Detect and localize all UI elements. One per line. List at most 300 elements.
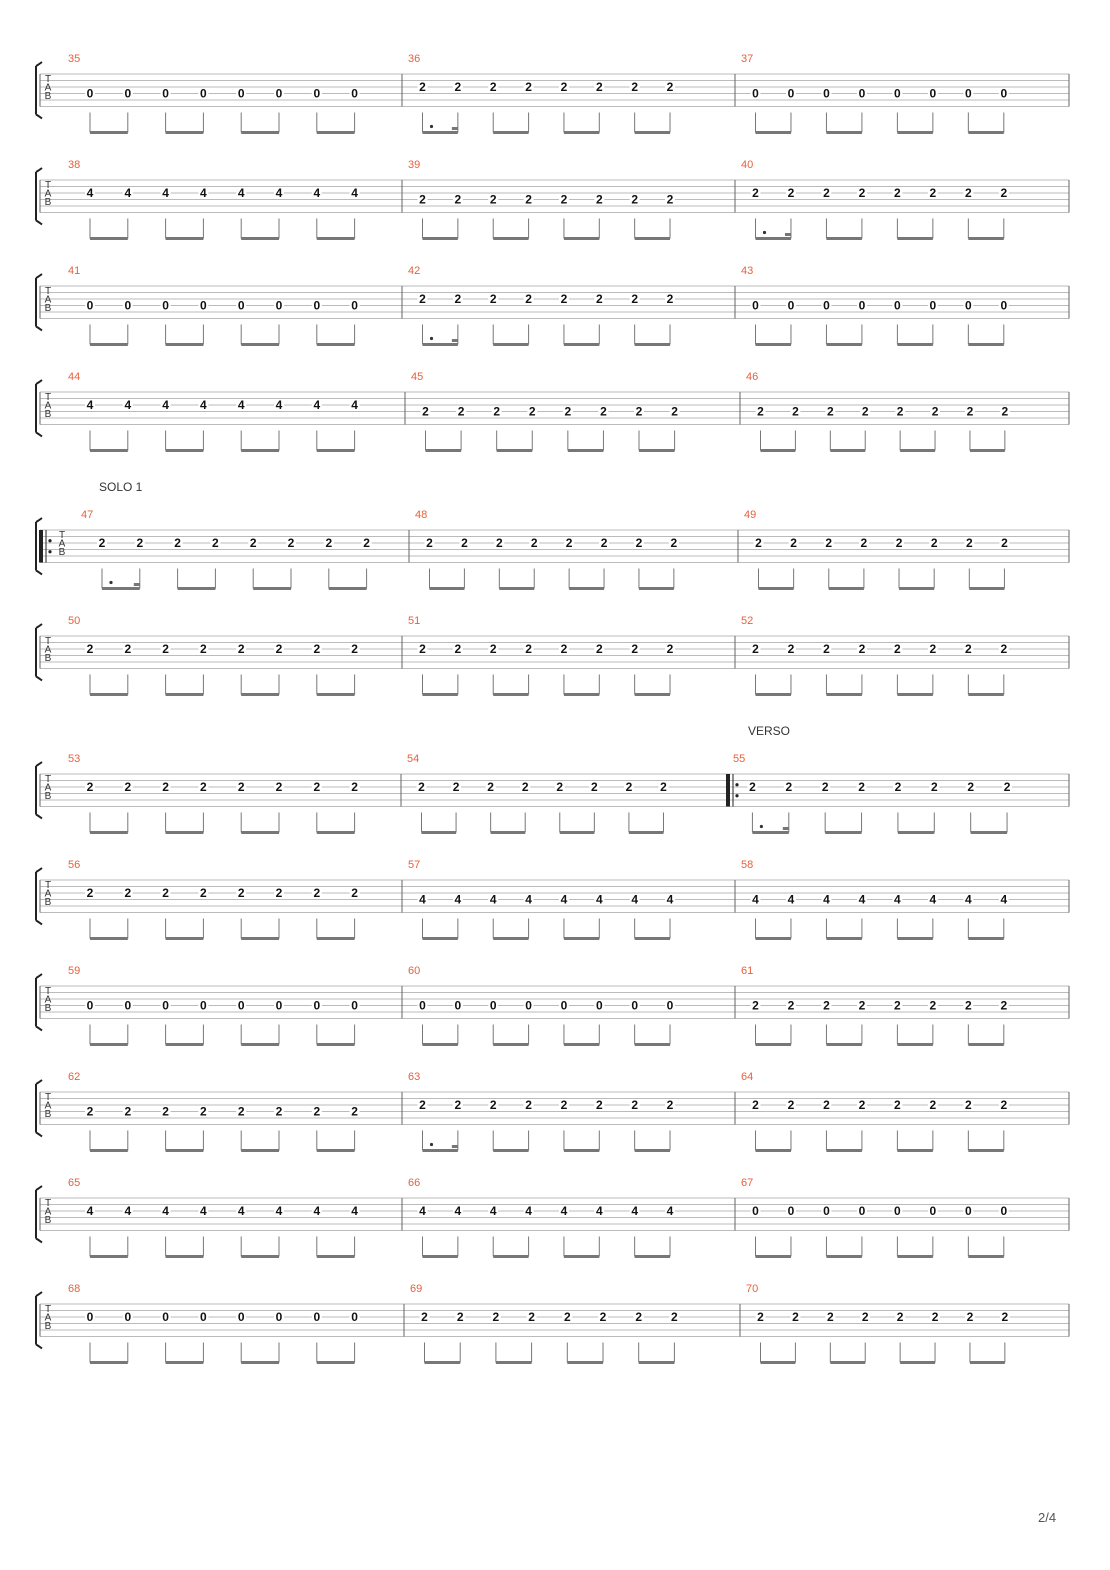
fret-number: 0 [929,86,937,101]
fret-number: 2 [456,1310,464,1324]
fret-number: 0 [237,998,245,1013]
measure-number: 60 [408,965,421,977]
fret-number: 2 [666,1098,674,1112]
rhythm-dot [430,337,433,340]
fret-number: 2 [313,886,321,900]
fret-number: 2 [457,404,465,419]
fret-number: 0 [313,86,321,101]
tab-clef-letter: T [44,1198,52,1209]
tab-clef-letter: A [44,644,52,656]
fret-number: 2 [556,780,564,794]
fret-number: 2 [419,1098,426,1112]
fret-number: 2 [787,998,795,1013]
fret-number: 2 [792,404,799,419]
fret-number: 4 [237,398,245,412]
fret-number: 4 [631,892,639,907]
fret-number: 2 [162,780,169,794]
tab-clef-letter: T [44,1092,52,1103]
fret-number: 0 [86,86,94,101]
fret-number: 2 [493,404,501,419]
fret-number: 4 [313,398,321,412]
fret-number: 0 [351,298,358,313]
fret-number: 2 [823,186,830,200]
fret-number: 2 [894,1098,901,1112]
fret-number: 2 [1000,186,1008,200]
fret-number: 0 [858,86,866,101]
fret-number: 2 [595,642,603,656]
fret-number: 2 [823,1098,830,1112]
fret-number: 2 [823,998,830,1013]
fret-number: 2 [894,780,902,794]
fret-number: 2 [858,642,866,656]
fret-number: 4 [929,892,937,907]
fret-number: 2 [964,642,972,656]
measure-number: 55 [733,753,746,765]
measure-number: 51 [408,615,421,627]
section-label: SOLO 1 [99,480,143,494]
fret-number: 2 [275,780,283,794]
fret-number: 0 [275,86,283,101]
system-bracket [36,1292,42,1349]
fret-number: 2 [124,886,132,900]
fret-number: 2 [313,780,321,794]
fret-number: 0 [237,1310,245,1324]
fret-number: 2 [86,1104,94,1119]
fret-number: 0 [1000,1204,1008,1218]
measure-number: 65 [68,1177,81,1189]
fret-number: 2 [591,780,598,794]
fret-number: 0 [1000,86,1008,101]
measure-number: 37 [741,53,754,65]
fret-number: 2 [521,780,529,794]
fret-number: 0 [162,298,169,313]
fret-number: 2 [200,642,207,656]
fret-number: 2 [124,1104,132,1119]
fret-number: 2 [560,642,568,656]
fret-number: 2 [351,1104,358,1119]
fret-number: 2 [967,780,975,794]
page-number: 2/4 [1038,1510,1057,1525]
fret-number: 0 [525,998,532,1013]
measure-number: 38 [68,159,81,171]
fret-number: 2 [86,780,94,794]
fret-number: 0 [162,998,169,1013]
repeat-start-thick-bar [39,530,43,563]
fret-number: 2 [124,780,132,794]
fret-number: 0 [929,1204,937,1218]
fret-number: 4 [666,1204,674,1218]
fret-number: 0 [200,998,207,1013]
fret-number: 2 [487,780,494,794]
fret-number: 0 [162,1310,169,1324]
fret-number: 2 [426,536,433,550]
fret-number: 4 [162,1204,169,1218]
fret-number: 2 [787,186,795,200]
fret-number: 4 [489,1204,497,1218]
fret-number: 4 [560,1204,568,1218]
fret-number: 2 [792,1310,799,1324]
fret-number: 2 [454,292,462,306]
fret-number: 4 [823,892,830,907]
fret-number: 2 [136,536,144,550]
fret-number: 2 [964,998,972,1013]
tab-clef-letter: A [44,994,52,1006]
fret-number: 0 [894,86,901,101]
fret-number: 2 [419,192,426,207]
fret-number: 4 [752,892,759,907]
fret-number: 2 [237,642,245,656]
fret-number: 4 [454,1204,462,1218]
tab-clef-letter: T [44,986,52,997]
fret-number: 2 [755,536,762,550]
fret-number: 2 [896,404,904,419]
fret-number: 0 [752,298,759,313]
fret-number: 2 [894,186,901,200]
system-bracket [36,762,42,819]
fret-number: 4 [560,892,568,907]
fret-number: 2 [631,292,639,306]
fret-number: 2 [124,642,132,656]
fret-number: 2 [489,80,497,94]
fret-number: 2 [600,536,608,550]
fret-number: 2 [896,1310,904,1324]
fret-number: 2 [930,536,938,550]
fret-number: 2 [419,80,426,94]
fret-number: 2 [858,1098,866,1112]
fret-number: 2 [858,186,866,200]
measure-number: 58 [741,859,754,871]
fret-number: 0 [560,998,568,1013]
system-bracket [36,974,42,1031]
fret-number: 4 [237,1204,245,1218]
fret-number: 2 [631,642,639,656]
fret-number: 2 [351,780,358,794]
fret-number: 2 [237,1104,245,1119]
fret-number: 2 [418,780,425,794]
fret-number: 2 [752,186,759,200]
tab-clef-letter: A [44,1100,52,1112]
fret-number: 0 [894,298,901,313]
fret-number: 4 [351,1204,358,1218]
fret-number: 4 [419,892,426,907]
fret-number: 4 [124,398,132,412]
rhythm-dot [760,825,763,828]
fret-number: 2 [858,780,865,794]
fret-number: 2 [595,292,603,306]
measure-number: 41 [68,265,81,277]
fret-number: 2 [965,536,973,550]
fret-number: 2 [528,1310,535,1324]
fret-number: 2 [595,192,603,207]
fret-number: 2 [237,886,245,900]
fret-number: 0 [313,1310,321,1324]
fret-number: 2 [560,292,568,306]
fret-number: 2 [351,642,358,656]
fret-number: 4 [631,1204,639,1218]
fret-number: 0 [313,298,321,313]
tab-clef-letter: B [44,303,52,314]
fret-number: 0 [237,298,245,313]
fret-number: 2 [625,780,633,794]
tab-clef-letter: A [44,188,52,200]
fret-number: 2 [787,1098,795,1112]
fret-number: 2 [826,1310,834,1324]
fret-number: 2 [752,1098,759,1112]
tab-clef-letter: T [44,880,52,891]
fret-number: 0 [964,86,972,101]
tab-clef-letter: B [44,409,52,420]
system-bracket [36,624,42,681]
fret-number: 2 [966,1310,974,1324]
fret-number: 2 [525,1098,532,1112]
fret-number: 0 [275,1310,283,1324]
fret-number: 4 [787,892,795,907]
rhythm-dot [430,1143,433,1146]
fret-number: 2 [752,642,759,656]
fret-number: 2 [200,780,207,794]
fret-number: 0 [200,86,207,101]
measure-number: 52 [741,615,754,627]
fret-number: 0 [351,1310,358,1324]
tab-clef-letter: B [44,1321,52,1332]
fret-number: 2 [825,536,833,550]
fret-number: 0 [894,1204,901,1218]
measure-number: 61 [741,965,754,977]
fret-number: 0 [964,1204,972,1218]
tab-clef-letter: A [44,888,52,900]
measure-number: 46 [746,371,759,383]
fret-number: 2 [489,292,497,306]
repeat-dot [48,539,51,542]
fret-number: 2 [635,1310,643,1324]
fret-number: 0 [752,1204,759,1218]
fret-number: 2 [929,1098,937,1112]
fret-number: 0 [275,998,283,1013]
system-bracket [36,168,42,225]
fret-number: 2 [631,1098,639,1112]
fret-number: 4 [86,1204,94,1218]
fret-number: 2 [1000,642,1008,656]
fret-number: 2 [489,1098,497,1112]
fret-number: 4 [351,186,358,200]
fret-number: 2 [275,1104,283,1119]
fret-number: 0 [858,298,866,313]
fret-number: 2 [275,886,283,900]
fret-number: 4 [237,186,245,200]
fret-number: 4 [200,1204,207,1218]
fret-number: 2 [631,192,639,207]
fret-number: 4 [313,186,321,200]
fret-number: 0 [237,86,245,101]
fret-number: 2 [757,404,764,419]
tab-clef-letter: T [44,286,52,297]
fret-number: 2 [492,1310,500,1324]
fret-number: 0 [489,998,497,1013]
tab-clef-letter: T [44,180,52,191]
measure-number: 59 [68,965,81,977]
fret-number: 4 [351,398,358,412]
fret-number: 2 [530,536,538,550]
fret-number: 2 [564,404,572,419]
fret-number: 2 [489,642,497,656]
fret-number: 2 [419,642,426,656]
measure-number: 70 [746,1283,759,1295]
fret-number: 2 [565,536,573,550]
system-bracket [36,62,42,119]
repeat-start-thick-bar [726,774,730,807]
fret-number: 0 [351,998,358,1013]
fret-number: 0 [666,998,674,1013]
fret-number: 2 [454,192,462,207]
measure-number: 44 [68,371,81,383]
tab-clef-letter: T [44,774,52,785]
system-bracket [36,868,42,925]
fret-number: 2 [666,292,674,306]
fret-number: 2 [495,536,503,550]
fret-number: 2 [787,642,795,656]
fret-number: 0 [200,1310,207,1324]
fret-number: 4 [275,186,283,200]
fret-number: 4 [525,1204,532,1218]
measure-number: 63 [408,1071,421,1083]
tab-clef-letter: A [44,782,52,794]
tab-clef-letter: A [44,1312,52,1324]
fret-number: 2 [894,998,901,1013]
fret-number: 2 [249,536,257,550]
system-bracket [36,1080,42,1137]
fret-number: 2 [421,1310,428,1324]
tab-clef-letter: B [44,1003,52,1014]
fret-number: 2 [212,536,219,550]
measure-number: 42 [408,265,421,277]
fret-number: 2 [660,780,667,794]
tab-clef-letter: B [58,547,66,558]
fret-number: 2 [1000,1098,1008,1112]
tab-clef-letter: T [44,74,52,85]
fret-number: 2 [595,80,603,94]
tab-clef-letter: B [44,897,52,908]
fret-number: 4 [275,398,283,412]
fret-number: 2 [98,536,106,550]
fret-number: 0 [823,1204,830,1218]
fret-number: 4 [200,398,207,412]
fret-number: 4 [964,892,972,907]
fret-number: 2 [313,1104,321,1119]
fret-number: 2 [525,642,532,656]
tab-clef-letter: T [44,1304,52,1315]
fret-number: 4 [489,892,497,907]
fret-number: 2 [174,536,181,550]
system-bracket [36,274,42,331]
fret-number: 2 [560,1098,568,1112]
fret-number: 0 [124,1310,132,1324]
measure-number: 54 [407,753,420,765]
fret-number: 2 [670,536,678,550]
tab-clef-letter: A [44,1206,52,1218]
fret-number: 2 [313,642,321,656]
fret-number: 2 [749,780,756,794]
fret-number: 2 [757,1310,764,1324]
fret-number: 2 [162,642,169,656]
fret-number: 2 [452,780,460,794]
fret-number: 0 [929,298,937,313]
rhythm-dot [109,581,112,584]
system-bracket [36,380,42,437]
fret-number: 0 [787,86,795,101]
fret-number: 4 [275,1204,283,1218]
fret-number: 2 [287,536,295,550]
measure-number: 50 [68,615,81,627]
fret-number: 2 [86,886,94,900]
fret-number: 2 [595,1098,603,1112]
measure-number: 40 [741,159,754,171]
fret-number: 2 [422,404,429,419]
fret-number: 2 [351,886,358,900]
measure-number: 43 [741,265,754,277]
fret-number: 0 [351,86,358,101]
system-bracket [36,1186,42,1243]
fret-number: 2 [454,1098,462,1112]
fret-number: 2 [162,886,169,900]
fret-number: 0 [752,86,759,101]
fret-number: 2 [666,642,674,656]
fret-number: 2 [861,404,869,419]
measure-number: 53 [68,753,81,765]
fret-number: 2 [200,886,207,900]
fret-number: 2 [860,536,868,550]
repeat-dot [48,550,51,553]
fret-number: 0 [86,1310,94,1324]
fret-number: 2 [858,998,866,1013]
measure-number: 48 [415,509,428,521]
tab-clef-letter: B [44,91,52,102]
measure-number: 67 [741,1177,754,1189]
tab-clef-letter: B [44,1109,52,1120]
fret-number: 4 [454,892,462,907]
fret-number: 2 [631,80,639,94]
fret-number: 0 [787,1204,795,1218]
measure-number: 69 [410,1283,423,1295]
fret-number: 2 [826,404,834,419]
fret-number: 4 [124,1204,132,1218]
measure-number: 66 [408,1177,421,1189]
fret-number: 4 [200,186,207,200]
fret-number: 2 [525,292,532,306]
measure-number: 56 [68,859,81,871]
fret-number: 0 [631,998,639,1013]
fret-number: 0 [1000,298,1008,313]
fret-number: 2 [894,642,901,656]
fret-number: 2 [489,192,497,207]
fret-number: 2 [528,404,536,419]
tab-clef-letter: B [44,197,52,208]
fret-number: 2 [1003,780,1011,794]
fret-number: 2 [461,536,468,550]
fret-number: 2 [525,80,532,94]
measure-number: 49 [744,509,757,521]
fret-number: 2 [560,80,568,94]
fret-number: 2 [275,642,283,656]
fret-number: 0 [419,998,426,1013]
fret-number: 4 [894,892,901,907]
fret-number: 2 [560,192,568,207]
measure-number: 36 [408,53,421,65]
fret-number: 2 [821,780,829,794]
tab-clef-letter: B [44,1215,52,1226]
tab-clef-letter: A [44,294,52,306]
measure-number: 47 [81,509,94,521]
fret-number: 0 [124,998,132,1013]
